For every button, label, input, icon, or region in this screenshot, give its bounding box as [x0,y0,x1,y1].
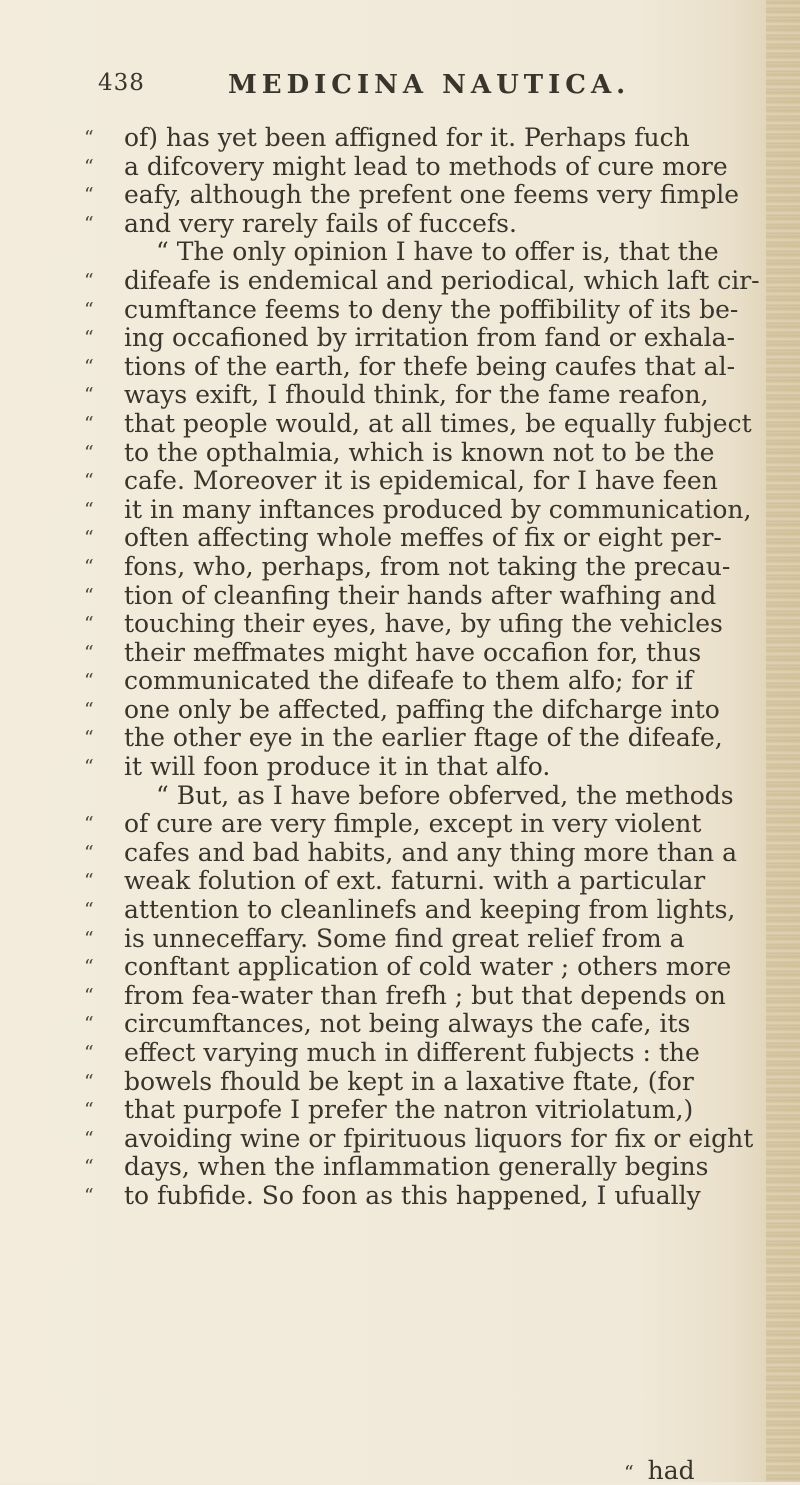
text-line [84,982,730,1011]
line-text: the other eye in the earlier ftage of the difeafe, [124,723,723,753]
text-line [84,867,730,896]
line-text: ways exift, I fhould think, for the fame reafon, [124,380,709,410]
quote-mark: “ [84,727,94,750]
line-text: and very rarely fails of fuccefs. [124,208,517,238]
quote-mark: “ [84,384,94,407]
catchword [624,1456,695,1485]
body-text [84,123,760,1211]
quote-mark: “ [84,813,94,836]
quote-mark: “ [84,899,94,922]
quote-mark: “ [84,355,94,378]
text-line [84,1096,730,1125]
page-edge [766,0,800,1482]
quote-mark: “ [84,1013,94,1036]
text-line [84,953,730,982]
text-line [84,1039,730,1068]
line-text: ing occafioned by irritation from fand or exhala- [124,323,735,353]
quote-mark: “ [84,584,94,607]
quote-mark: “ [84,470,94,493]
line-text: days, when the inflammation generally begins [124,1152,709,1182]
line-text: that purpofe I prefer the natron vitriolatum,) [124,1095,694,1125]
line-text: avoiding wine or fpirituous liquors for fix or eight [124,1123,754,1153]
line-text: effect varying much in different fubjects : the [124,1038,700,1067]
text-line [84,780,734,811]
quote-mark: “ [84,841,94,864]
text-line [84,210,730,239]
text-line [84,667,730,696]
line-text: their meffmates might have occafion for, thus [124,637,702,667]
line-text: that people would, at all times, be equally fubject [124,408,752,438]
line-text: cafe. Moreover it is epidemical, for I have feen [124,466,718,496]
quote-mark: “ [84,670,94,693]
line-text: cafes and bad habits, and any thing more than a [124,837,738,867]
line-text: difeafe is endemical and periodical, which laft cir- [124,265,760,295]
quote-mark: “ [84,1042,94,1064]
text-line [84,524,730,553]
quote-mark: “ [84,1070,94,1093]
line-text: from fea-water than frefh ; but that depends on [124,980,726,1010]
catchword-text: had [647,1456,695,1485]
line-text: conftant application of cold water ; others more [124,952,732,982]
quote-mark: “ [84,412,94,435]
quote-mark: “ [84,127,94,149]
line-text: “ The only opinion I have to offer is, that the [156,237,719,267]
quote-mark: “ [84,184,94,207]
text-line [84,439,730,468]
line-text: of cure are very fimple, except in very violent [124,809,702,839]
text-line [84,810,730,839]
text-line [84,724,730,753]
text-line [84,294,739,325]
quote-mark: “ [84,212,94,235]
text-line [84,696,730,725]
quote-mark: “ [84,613,94,636]
text-line [84,837,738,868]
text-line [84,753,730,782]
text-line [84,265,760,296]
text-line [84,1010,730,1039]
line-text: it will foon produce it in that alfo. [124,752,551,782]
line-text: touching their eyes, have, by ufing the vehicles [124,609,723,639]
text-line [84,323,735,353]
running-title: MEDICINA NAUTICA. [228,70,631,100]
text-line [84,1182,730,1211]
text-line [84,553,730,582]
quote-mark: “ [84,756,94,779]
text-line [84,180,740,210]
text-line [84,238,730,267]
line-text: tions of the earth, for thefe being caufes that al- [124,351,736,381]
quote-mark: “ [84,527,94,550]
quote-mark: “ [84,269,94,292]
line-text: to the opthalmia, which is known not to be the [124,437,715,467]
line-text: a difcovery might lead to methods of cure more [124,151,728,181]
line-text: bowels fhould be kept in a laxative ftate, (for [124,1066,694,1096]
quote-mark: “ [84,441,94,464]
quote-mark: “ [84,1127,94,1150]
line-text: fons, who, perhaps, from not taking the precau- [124,551,731,581]
quote-mark: “ [84,956,94,979]
quote-mark: “ [84,1156,94,1179]
line-text: tion of cleanfing their hands after wafhing and [124,580,717,610]
text-line [84,582,730,611]
text-line [84,895,736,925]
page-header [98,70,718,110]
text-line [84,925,730,954]
quote-mark: “ [84,555,94,578]
quote-mark: “ [84,984,94,1007]
quote-mark: “ [84,870,94,893]
quote-mark: “ [84,1099,94,1122]
line-text: often affecting whole meffes of fix or eight per- [124,523,722,553]
quote-mark: “ [84,1184,94,1207]
line-text: of) has yet been affigned for it. Perhaps fuch [124,123,690,152]
line-text: attention to cleanlinefs and keeping from lights, [124,895,736,925]
line-text: to fubfide. So foon as this happened, I ufually [124,1180,701,1210]
text-line [84,467,730,496]
line-text: communicated the difeafe to them alfo; for if [124,666,693,696]
text-line [84,1153,730,1182]
text-line [84,639,730,668]
text-line [84,408,752,439]
line-text: cumftance feems to deny the poffibility of its be- [124,294,739,324]
catchword-quote-mark: “ [624,1462,634,1484]
text-line [84,1123,754,1154]
line-text: eafy, although the prefent one feems very fimple [124,180,740,210]
quote-mark: “ [84,298,94,321]
text-line [84,1068,730,1097]
text-line [84,381,730,410]
text-line [84,153,730,182]
quote-mark: “ [84,698,94,721]
line-text: it in many inftances produced by communication, [124,494,752,524]
text-line [84,610,730,639]
quote-mark: “ [84,927,94,950]
text-line [84,124,730,153]
line-text: “ But, as I have before obferved, the methods [156,780,734,810]
text-line [84,351,736,382]
line-text: one only be affected, paffing the difcharge into [124,694,720,724]
text-line [84,494,752,525]
line-text: circumftances, not being always the cafe, its [124,1009,691,1039]
page-number: 438 [98,70,145,96]
quote-mark: “ [84,155,94,178]
line-text: weak folution of ext. faturni. with a particular [124,866,706,896]
quote-mark: “ [84,498,94,521]
line-text: is unneceffary. Some find great relief from a [124,923,685,953]
quote-mark: “ [84,327,94,350]
quote-mark: “ [84,641,94,664]
